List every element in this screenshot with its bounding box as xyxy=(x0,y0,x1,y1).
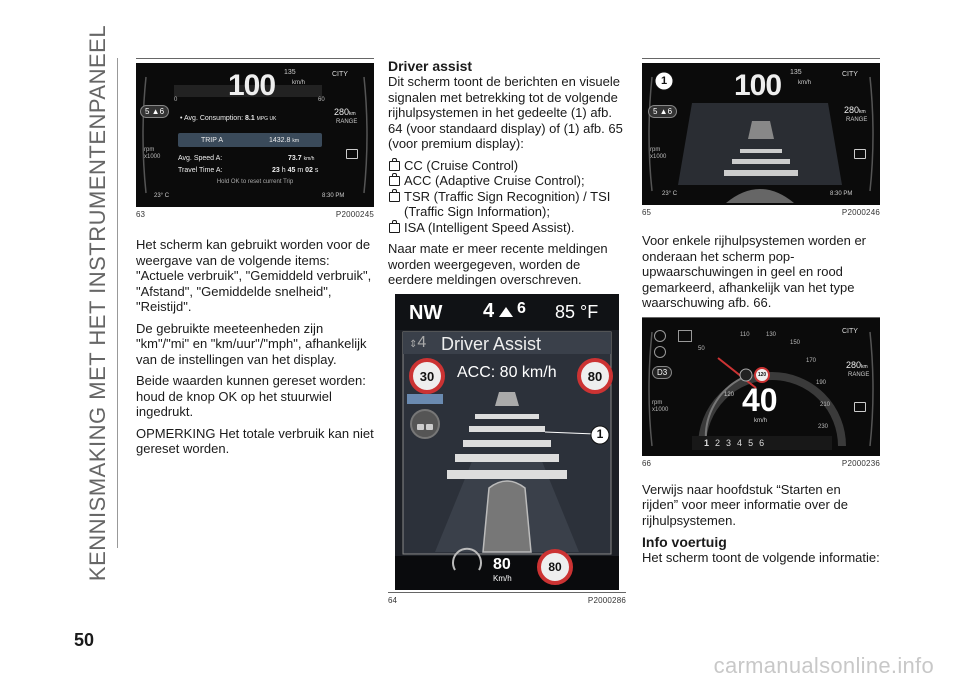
dial-tick: 170 xyxy=(806,357,817,364)
speed-sign: 120 xyxy=(757,371,767,378)
drive-mode: CITY xyxy=(332,71,348,78)
mode-gear: ⇕4 xyxy=(409,333,427,351)
travel-time-value: 23 h 45 m 02 s xyxy=(272,167,319,174)
speed-sign-bottom: 80 xyxy=(548,559,562,574)
paragraph: Naar mate er meer recente meldingen worden weergegeven, worden de eerdere meldingen overschreven. xyxy=(388,241,608,287)
figure-64-driver-assist xyxy=(395,294,619,590)
list-item: CC (Cruise Control) xyxy=(388,158,626,174)
dial-tick: 50 xyxy=(698,345,705,352)
range-label: RANGE xyxy=(846,117,868,123)
section-heading: Driver assist xyxy=(388,58,473,74)
list-item: TSR (Traffic Sign Recognition) / TSI (Traffic Sign Information); xyxy=(388,189,626,220)
rpm-label: rpm x1000 xyxy=(144,147,161,160)
dial-tick: 210 xyxy=(820,401,831,408)
lane-assist-icon xyxy=(678,330,692,342)
drive-mode: CITY xyxy=(842,71,858,78)
range-label: RANGE xyxy=(336,119,358,125)
list-item: ACC (Adaptive Cruise Control); xyxy=(388,173,626,189)
section-title: KENNISMAKING MET HET INSTRUMENTENPANEEL xyxy=(85,24,110,582)
list-item: ISA (Intelligent Speed Assist). xyxy=(388,220,626,236)
dial-tick: 110 xyxy=(740,331,750,338)
speed-limit: 135 xyxy=(790,69,802,76)
dial-tick: 150 xyxy=(790,339,801,346)
bullet-icon xyxy=(389,161,400,171)
dial-tick: 230 xyxy=(818,423,829,430)
range-value: 280km xyxy=(334,107,356,117)
clock: 8:30 PM xyxy=(830,191,853,197)
travel-time-label: Travel Time A: xyxy=(178,167,223,174)
speed-limit: 135 xyxy=(284,69,296,76)
speed-sign-right: 80 xyxy=(587,368,603,384)
figure-rule xyxy=(642,58,880,59)
speed-unit: km/h xyxy=(798,80,812,86)
gear-indicator: D3 xyxy=(652,366,672,379)
car-follow-icon xyxy=(417,418,433,428)
paragraph: Verwijs naar hoofdstuk “Starten en rijden” voor meer informatie over de rijhulpsystemen. xyxy=(642,481,848,528)
speed-sign-left: 30 xyxy=(419,368,435,384)
avg-speed-value: 73.7 km/h xyxy=(288,155,315,162)
paragraph: OPMERKING Het totale verbruik kan niet gereset worden. xyxy=(136,425,374,456)
figure-number: 64 xyxy=(388,595,397,605)
figure-code: P2000236 xyxy=(841,458,880,468)
speed-unit: km/h xyxy=(292,80,306,86)
gear-indicator: 5 ▲6 xyxy=(140,105,169,118)
figure-65-premium-display xyxy=(642,63,880,205)
figure-code: P2000245 xyxy=(335,210,374,219)
paragraph: Voor enkele rijhulpsystemen worden er onderaan het scherm pop-upwaarschuwingen in geel en rood gemarkeerd, afhankelijk van het type waarschuwing afb. 66. xyxy=(642,233,867,310)
set-speed: 80 xyxy=(493,555,511,573)
figure-caption xyxy=(642,456,880,468)
speed-value: 100 xyxy=(228,69,276,102)
fuel-icon xyxy=(854,402,866,412)
bullet-icon xyxy=(389,176,400,186)
figure-number: 63 xyxy=(136,210,145,219)
small-speed: 120 xyxy=(724,391,735,398)
gear-indicator: 5 ▲6 xyxy=(648,105,677,118)
avg-consumption: • Avg. Consumption: 8.1 MPG UK xyxy=(180,115,277,122)
column-2 xyxy=(388,58,626,605)
figure-66-warning-display xyxy=(642,317,880,456)
sidebar xyxy=(84,24,112,582)
brake-lamp-icon xyxy=(654,346,666,358)
figure-code: P2000246 xyxy=(841,208,880,217)
figure-63-trip-display xyxy=(136,63,374,207)
section-heading: Info voertuig xyxy=(642,534,727,550)
outside-temp: 85 °F xyxy=(555,301,599,322)
set-speed-unit: Km/h xyxy=(493,573,512,583)
drive-mode: CITY xyxy=(842,327,858,335)
reset-hint: Hold OK to reset current Trip xyxy=(216,179,294,185)
dial-tick: 190 xyxy=(816,379,827,386)
gear-up-icon xyxy=(499,304,513,314)
clock: 8:30 PM xyxy=(322,193,345,199)
acc-status: ACC: 80 km/h xyxy=(457,363,557,381)
column-3 xyxy=(642,58,880,572)
watermark: carmanualsonline.info xyxy=(713,653,934,678)
outside-temp: 23° C xyxy=(662,191,678,197)
bullet-icon xyxy=(389,223,400,233)
figure-rule xyxy=(136,58,374,59)
callout-1: 1 xyxy=(596,426,604,441)
paragraph: Het scherm toont de volgende informatie: xyxy=(642,550,880,565)
rpm-label: rpm x1000 xyxy=(650,147,667,160)
figure-caption xyxy=(388,592,626,605)
dial-tick: 130 xyxy=(766,331,777,338)
column-1-text xyxy=(136,237,374,457)
gear-current: 4 xyxy=(483,299,495,322)
sidebar-divider xyxy=(117,58,118,548)
speed-unit: km/h xyxy=(754,417,768,424)
heading-direction: NW xyxy=(409,301,443,324)
scale-min: 0 xyxy=(174,97,178,103)
fuel-icon xyxy=(346,149,358,159)
range-value: 280km xyxy=(844,105,866,115)
speed-value: 40 xyxy=(742,381,778,418)
trip-bar: TRIP A 1432.8 km xyxy=(178,133,322,147)
gear-next: 6 xyxy=(517,299,526,317)
avg-speed-label: Avg. Speed A: xyxy=(178,155,223,162)
bullet-icon xyxy=(389,192,400,202)
range-label: RANGE xyxy=(848,371,870,378)
paragraph: Beide waarden kunnen gereset worden: houd de knop OK op het stuurwiel ingedrukt. xyxy=(136,373,366,419)
screen-title: Driver Assist xyxy=(441,333,542,354)
figure-code: P2000286 xyxy=(587,595,626,605)
figure-caption xyxy=(136,207,374,219)
speed-value: 100 xyxy=(734,69,782,102)
column-1 xyxy=(136,58,374,463)
figure-caption xyxy=(642,205,880,217)
paragraph: Dit scherm toont de berichten en visuele signalen met betrekking tot de volgende rijhulpsystemen in het gedeelte (1) afb. 64 (voor standaard display) of (1) afb. 65 (voor premium display): xyxy=(388,74,623,151)
warning-lamp-icon xyxy=(654,330,666,342)
system-list xyxy=(388,158,626,236)
speedometer-icon xyxy=(459,564,471,576)
paragraph: Het scherm kan gebruikt worden voor de weergave van de volgende items: "Actuele verbruik", "Gemiddeld verbruik", "Afstand", "Gemiddelde snelheid", "Reistijd". xyxy=(136,237,372,314)
figure-number: 65 xyxy=(642,208,651,217)
scale-max: 60 xyxy=(318,97,325,103)
rpm-label: rpm x1000 xyxy=(652,399,669,413)
gear-strip: 1 2 3 4 5 6 xyxy=(704,437,765,448)
range-value: 280km xyxy=(846,359,868,370)
paragraph: De gebruikte meeteenheden zijn "km"/"mi" en "km/uur"/"mph", afhankelijk van de instellingen van het display. xyxy=(136,320,367,367)
fuel-icon xyxy=(854,149,866,159)
outside-temp: 23° C xyxy=(154,193,170,199)
page-number: 50 xyxy=(74,630,95,650)
figure-number: 66 xyxy=(642,458,651,468)
callout-1: 1 xyxy=(660,75,668,87)
